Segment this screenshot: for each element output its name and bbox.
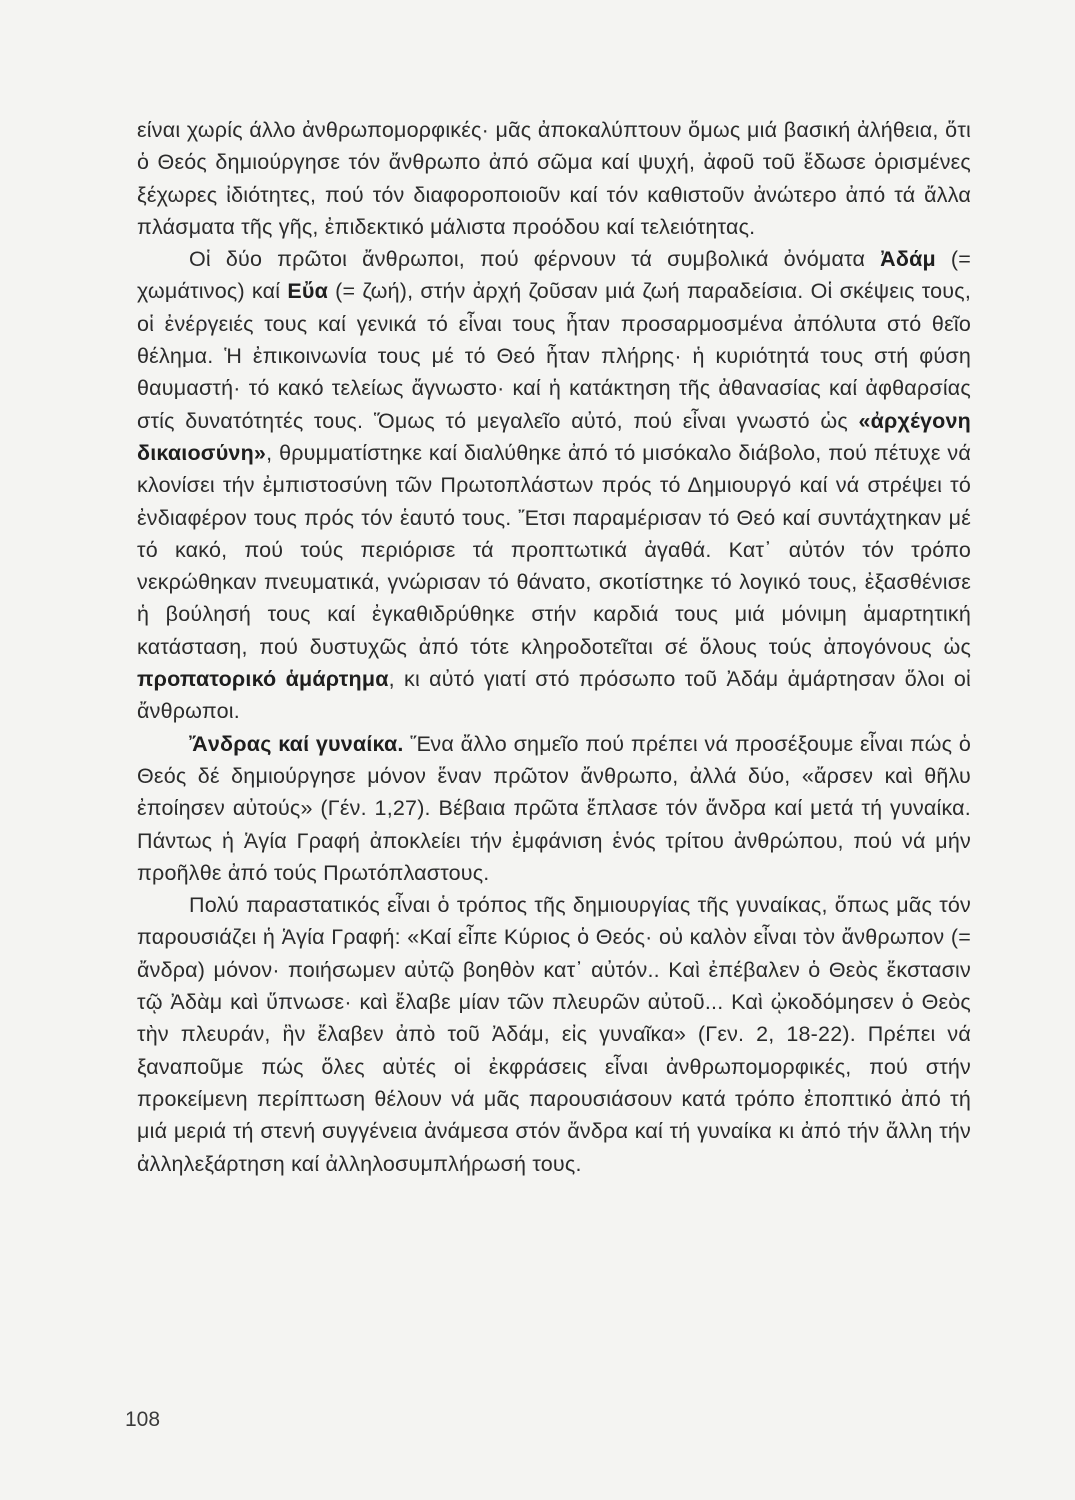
section-heading-man-and-woman: Ἄνδρας καί γυναίκα. xyxy=(189,731,404,756)
paragraph-1 xyxy=(137,114,971,243)
text-run: Πολύ παραστατικός εἶναι ὁ τρόπος τῆς δημιουργίας τῆς γυναίκας, ὅπως μᾶς τόν παρουσιάζει ἡ Ἁγία Γραφή: «Καί εἶπε Κύριος ὁ Θεός· οὐ καλὸν εἶναι τὸν ἄνθρωπον (= ἄνδρα) μόνον· ποιήσωμεν αὐτῷ βοηθὸν κατ᾽ αὐτόν.. Καὶ ἐπέβαλεν ὁ Θεὸς ἔκστασιν τῷ Ἀδὰμ καὶ ὕπνωσε· καὶ ἔλαβε μίαν τῶν πλευρῶν αὐτοῦ... Καὶ ᾠκοδόμησεν ὁ Θεὸς τὴν πλευράν, ἣν ἔλαβεν ἀπὸ τοῦ Ἀδάμ, εἰς γυναῖκα» (Γεν. 2, 18-22). Πρέπει νά ξαναποῦμε πώς ὅλες αὐτές οἱ ἐκφράσεις εἶναι ἀνθρωπομορφικές, πού στήν προκείμενη περίπτωση θέλουν νά μᾶς παρουσιάσουν κατά τρόπο ἐποπτικό ἀπό τή μιά μεριά τή στενή συγγένεια ἀνάμεσα στόν ἄνδρα καί τή γυναίκα κι ἀπό τήν ἄλλη τήν ἀλληλεξάρτηση καί ἀλληλοσυμπλήρωσή τους. xyxy=(137,893,971,1176)
bold-term-eve: Εὔα xyxy=(287,279,328,304)
text-run: (= χωμάτινος) καί xyxy=(137,247,971,304)
text-run: , θρυμματίστηκε καί διαλύθηκε ἀπό τό μισόκαλο διάβολο, πού πέτυχε νά κλονίσει τήν ἐμπιστοσύνη τῶν Πρωτοπλάστων πρός τό Δημιουργό καί νά στρέψει τό ἐνδιαφέρον τους πρός τόν ἑαυτό τους. Ἔτσι παραμέρισαν τό Θεό καί συντάχτηκαν μέ τό κακό, πού τούς περιόρισε τά προπτωτικά ἀγαθά. Κατ᾽ αὐτόν τόν τρόπο νεκρώθηκαν πνευματικά, γνώρισαν τό θάνατο, σκοτίστηκε τό λογικό τους, ἐξασθένισε ἡ βούλησή τους καί ἐγκαθιδρύθηκε στήν καρδιά τους μιά μόνιμη ἁμαρτητική κατάσταση, πού δυστυχῶς ἀπό τότε κληροδοτεῖται σέ ὅλους τούς ἀπογόνους ὡς xyxy=(137,440,971,659)
text-run: (= ζωή), στήν ἀρχή ζοῦσαν μιά ζωή παραδείσια. Οἱ σκέψεις τους, οἱ ἐνέργειές τους καί γενικά τό εἶναι τους ἦταν προσαρμοσμένα ἀπόλυτα στό θεῖο θέλημα. Ἡ ἐπικοινωνία τους μέ τό Θεό ἦταν πλήρης· ἡ κυριότητά τους στή φύση θαυμαστή· τό κακό τελείως ἄγνωστο· καί ἡ κατάκτηση τῆς ἀθανασίας καί ἀφθαρσίας στίς δυνατότητές τους. Ὅμως τό μεγαλεῖο αὐτό, πού εἶναι γνωστό ὡς xyxy=(137,279,971,433)
bold-term-original-righteousness: «ἀρχέγονη δικαιοσύνη» xyxy=(137,408,971,465)
text-run: Ἕνα ἄλλο σημεῖο πού πρέπει νά προσέξουμε εἶναι πώς ὁ Θεός δέ δημιούργησε μόνον ἕναν πρῶτον ἄνθρωπο, ἀλλά δύο, «ἄρσεν καὶ θῆλυ ἐποίησεν αὐτούς» (Γέν. 1,27). Βέβαια πρῶτα ἔπλασε τόν ἄνδρα καί μετά τή γυναίκα. Πάντως ἡ Ἁγία Γραφή ἀποκλείει τήν ἐμφάνιση ἑνός τρίτου ἀνθρώπου, πού νά μήν προῆλθε ἀπό τούς Πρωτόπλαστους. xyxy=(137,731,971,885)
paragraph-3 xyxy=(137,728,971,889)
bold-term-adam: Ἀδάμ xyxy=(880,247,936,272)
text-run: Οἱ δύο πρῶτοι ἄνθρωποι, πού φέρνουν τά συμβολικά ὀνόματα xyxy=(189,247,881,272)
text-run: , κι αὐτό γιατί στό πρόσωπο τοῦ Ἀδάμ ἁμάρτησαν ὅλοι οἱ ἄνθρωποι. xyxy=(137,667,971,724)
body-text xyxy=(137,114,971,1180)
page-number: 108 xyxy=(125,1408,161,1431)
bold-term-original-sin: προπατορικό ἁμάρτημα xyxy=(137,667,389,692)
paragraph-4 xyxy=(137,889,971,1180)
paragraph-2 xyxy=(137,243,971,727)
text-run: είναι χωρίς άλλο ἀνθρωπομορφικές· μᾶς ἀποκαλύπτουν ὅμως μιά βασική ἀλήθεια, ὅτι ὁ Θεός δημιούργησε τόν ἄνθρωπο ἀπό σῶμα καί ψυχή, ἀφοῦ τοῦ ἔδωσε ὁρισμένες ξέχωρες ἰδιότητες, πού τόν διαφοροποιοῦν καί τόν καθιστοῦν ἀνώτερο ἀπό τά ἄλλα πλάσματα τῆς γῆς, ἐπιδεκτικό μάλιστα προόδου καί τελειότητας. xyxy=(137,118,971,239)
